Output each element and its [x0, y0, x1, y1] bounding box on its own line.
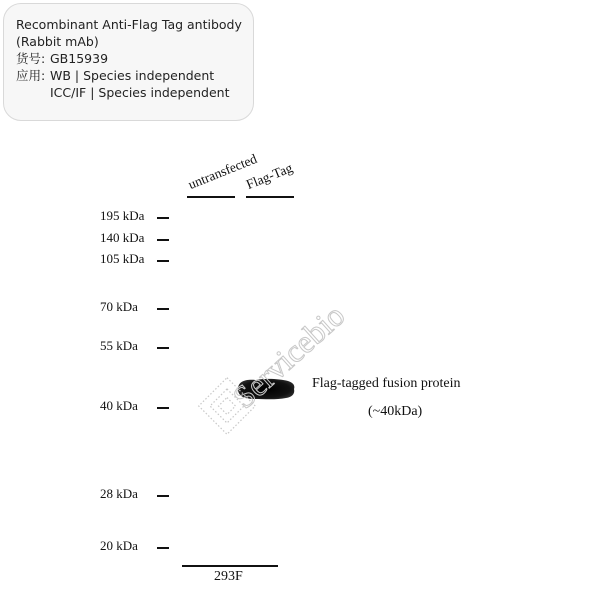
application-wb: WB | Species independent: [50, 68, 215, 83]
marker-55: 55 kDa: [100, 338, 175, 354]
application-icc-if: ICC/IF | Species independent: [50, 85, 230, 100]
marker-20: 20 kDa: [100, 538, 175, 554]
band-annotation-line1: Flag-tagged fusion protein: [312, 376, 461, 391]
lane-label-untransfected: untransfected: [186, 150, 260, 193]
marker-105: 105 kDa: [100, 251, 175, 267]
application-label: 应用:: [16, 68, 46, 83]
product-title-line2: (Rabbit mAb): [16, 34, 99, 49]
blot-band-flag-tag: [236, 377, 296, 401]
marker-28: 28 kDa: [100, 486, 175, 502]
band-annotation-line2: (~40kDa): [368, 404, 423, 419]
marker-tick: [157, 547, 169, 549]
marker-tick: [157, 239, 169, 241]
watermark-text: Servicebio: [225, 296, 352, 416]
product-title-line1: Recombinant Anti-Flag Tag antibody: [16, 17, 242, 32]
servicebio-watermark: [195, 290, 395, 450]
marker-tick: [157, 347, 169, 349]
catalog-row: [16, 50, 253, 67]
product-info-box: [3, 3, 254, 121]
application-row: [16, 67, 253, 84]
marker-195: 195 kDa: [100, 208, 175, 224]
catalog-label: 货号:: [16, 51, 46, 66]
marker-tick: [157, 217, 169, 219]
lane-bar-untransfected: [187, 196, 235, 198]
marker-tick: [157, 260, 169, 262]
marker-140: 140 kDa: [100, 230, 175, 246]
marker-tick: [157, 308, 169, 310]
marker-tick: [157, 407, 169, 409]
marker-tick: [157, 495, 169, 497]
lane-label-flag-tag: Flag-Tag: [244, 159, 295, 193]
lane-bar-flag-tag: [246, 196, 294, 198]
marker-70: 70 kDa: [100, 299, 175, 315]
cell-line-label: 293F: [214, 569, 243, 584]
catalog-value: GB15939: [50, 51, 109, 66]
marker-40: 40 kDa: [100, 398, 175, 414]
cell-line-bar: [182, 565, 278, 567]
